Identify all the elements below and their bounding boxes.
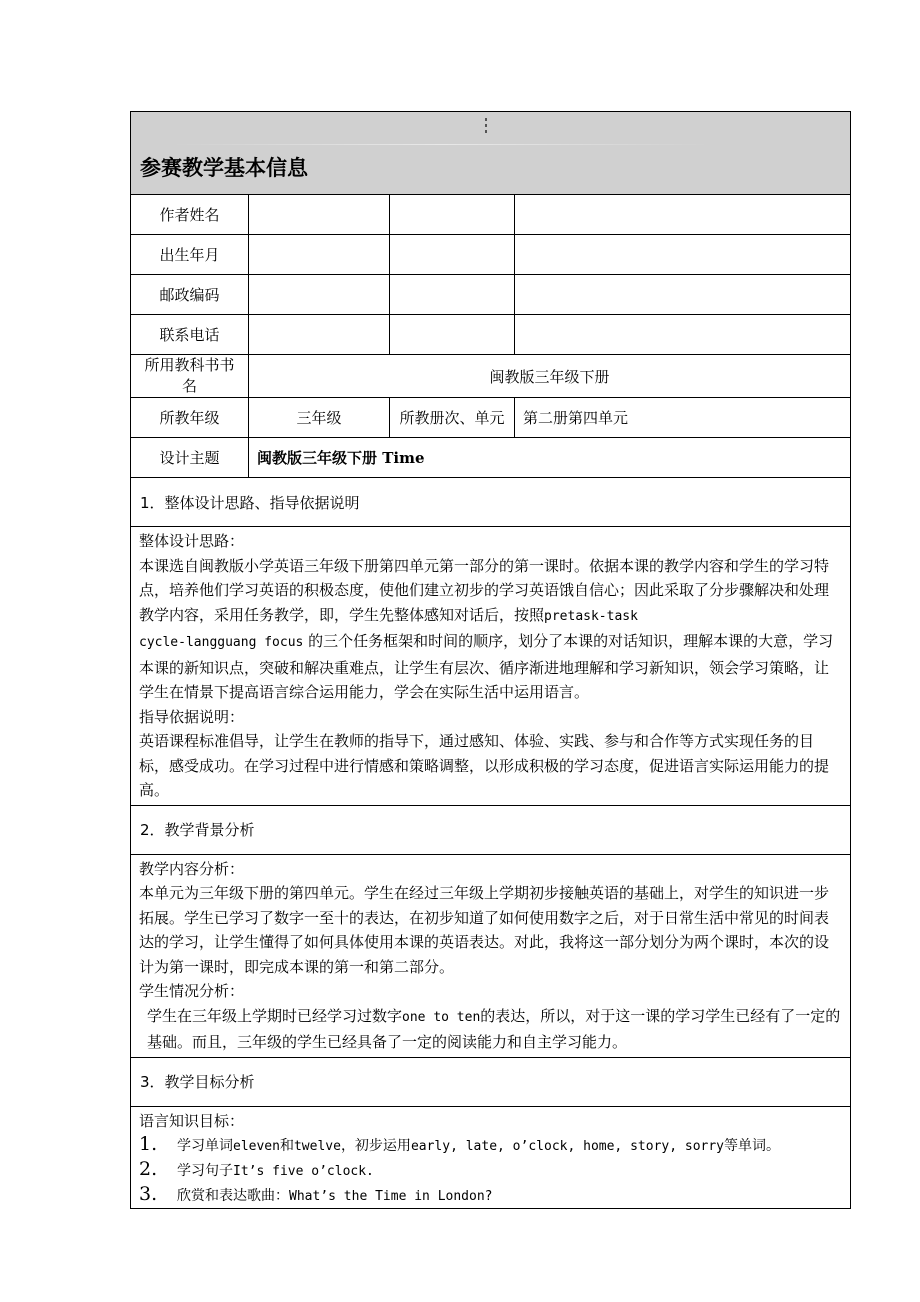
para1-code-2: cycle-langguang focus	[139, 635, 304, 650]
info-row-grade	[131, 398, 851, 438]
goal-item	[139, 1183, 842, 1208]
value-textbook: 闽教版三年级下册	[249, 355, 851, 398]
label-birth: 出生年月	[131, 235, 249, 275]
goal-mid: 和	[279, 1138, 294, 1154]
label-phone: 联系电话	[131, 315, 249, 355]
info-row-postcode	[131, 275, 851, 315]
goal-number: 3.	[139, 1183, 158, 1205]
info-row-phone	[131, 315, 851, 355]
section-2-body	[131, 854, 851, 1057]
field-postcode-2[interactable]	[390, 275, 515, 315]
section-1-sub2: 指导依据说明：	[139, 707, 245, 726]
document-page	[130, 111, 850, 1209]
goal-code2: twelve	[293, 1139, 341, 1154]
field-phone-3[interactable]	[515, 315, 851, 355]
field-birth-2[interactable]	[390, 235, 515, 275]
label-theme: 设计主题	[131, 438, 249, 478]
field-birth-3[interactable]	[515, 235, 851, 275]
goal-item	[139, 1158, 842, 1183]
section-2-para1: 本单元为三年级下册的第四单元。学生在经过三年级上学期初步接触英语的基础上，对学生的知识进一步拓展。学生已学习了数字一至十的表达，在初步知道了如何使用数字之后，对于日常生活中常见的时间表达的学习，让学生懂得了如何具体使用本课的英语表达。对此，我将这一部分划分为两个课时，本次的设计为第一课时，即完成本课的第一和第二部分。	[139, 884, 830, 976]
goal-number: 2.	[139, 1158, 158, 1180]
goal-code1: eleven	[233, 1139, 280, 1154]
label-grade: 所教年级	[131, 398, 249, 438]
value-theme: 闽教版三年级下册 Time	[249, 438, 851, 478]
info-row-birth	[131, 235, 851, 275]
field-author-1[interactable]	[249, 195, 390, 235]
goal-number: 1.	[139, 1133, 158, 1155]
para1-text-b: 的三个任务框架和时间的顺序，划分了本课的对话知识，理解本课的大意，学习本课的新知识点，突破和解决重难点，让学生有层次、循序渐进地理解和学习新知识，领会学习策略，让学生在情景下提高语言综合运用能力，学会在实际生活中运用语言。	[139, 632, 834, 701]
field-phone-2[interactable]	[390, 315, 515, 355]
label-volume: 所教册次、单元	[390, 398, 515, 438]
goal-code1: It’s five o’clock.	[233, 1164, 374, 1179]
goal-item	[139, 1133, 842, 1158]
value-volume: 第二册第四单元	[515, 398, 851, 438]
section-3-sub1: 语言知识目标：	[139, 1111, 245, 1130]
info-row-author	[131, 195, 851, 235]
section-1-para2: 英语课程标准倡导，让学生在教师的指导下，通过感知、体验、实践、参与和合作等方式实现任务的目标，感受成功。在学习过程中进行情感和策略调整，以形成积极的学习态度，促进语言实际运用能力的提高。	[139, 732, 830, 799]
info-row-textbook	[131, 355, 851, 398]
field-postcode-3[interactable]	[515, 275, 851, 315]
para1-code-1: pretask-task	[544, 608, 638, 624]
goal-text	[177, 1160, 374, 1183]
field-postcode-1[interactable]	[249, 275, 390, 315]
goal-pre: 学习句子	[177, 1163, 233, 1179]
section-3-heading: 3．教学目标分析	[131, 1057, 851, 1106]
goal-mid2: ，初步运用	[340, 1138, 411, 1154]
section-2-sub2: 学生情况分析：	[139, 982, 245, 1000]
section-1-para1	[139, 554, 842, 705]
goal-code3: early, late, o’clock, home, story, sorry	[410, 1139, 725, 1154]
value-grade: 三年级	[249, 398, 390, 438]
label-textbook: 所用教科书书名	[131, 355, 249, 398]
goal-text	[177, 1185, 493, 1208]
section-3-body	[131, 1106, 851, 1209]
section-1-heading: 1．整体设计思路、指导依据说明	[131, 478, 851, 527]
goal-pre: 欣赏和表达歌曲：	[177, 1188, 289, 1204]
info-table	[130, 111, 851, 1209]
section-2-para2	[139, 1004, 842, 1055]
goal-code1: What’s the Time in London?	[289, 1189, 493, 1204]
goal-pre: 学习单词	[177, 1138, 233, 1154]
field-phone-1[interactable]	[249, 315, 390, 355]
section-2-heading: 2．教学背景分析	[131, 805, 851, 854]
para2-text-a: 学生在三年级上学期时已经学习过数字	[147, 1006, 403, 1025]
decorative-mark	[485, 118, 487, 140]
goal-post: 等单词。	[724, 1138, 781, 1154]
table-header	[131, 112, 851, 195]
para1-text-a: 本课选自闽教版小学英语三年级下册第四单元第一部分的第一课时。依据本课的教学内容和学生的学习特点，培养他们学习英语的积极态度，使他们建立初步的学习英语饿自信心；因此采取了分步骤解决和处理教学内容，采用任务教学，即，学生先整体感知对话后，按照	[139, 556, 830, 624]
goal-text	[177, 1135, 780, 1158]
label-author: 作者姓名	[131, 195, 249, 235]
label-postcode: 邮政编码	[131, 275, 249, 315]
info-row-theme	[131, 438, 851, 478]
page-title: 参赛教学基本信息	[140, 156, 308, 180]
section-1-body	[131, 527, 851, 806]
para2-code: one to ten	[402, 1009, 481, 1025]
para2-text-b: 的表达，所以，对于这一课的学习学生已经有了一定的基础。而且，三年级的学生已经具备了一定的阅读能力和自主学习能力。	[147, 1006, 841, 1051]
section-2-sub1: 教学内容分析：	[139, 859, 245, 878]
field-author-2[interactable]	[390, 195, 515, 235]
field-author-3[interactable]	[515, 195, 851, 235]
decorative-line	[171, 144, 711, 145]
field-birth-1[interactable]	[249, 235, 390, 275]
section-1-sub1: 整体设计思路：	[139, 532, 245, 550]
